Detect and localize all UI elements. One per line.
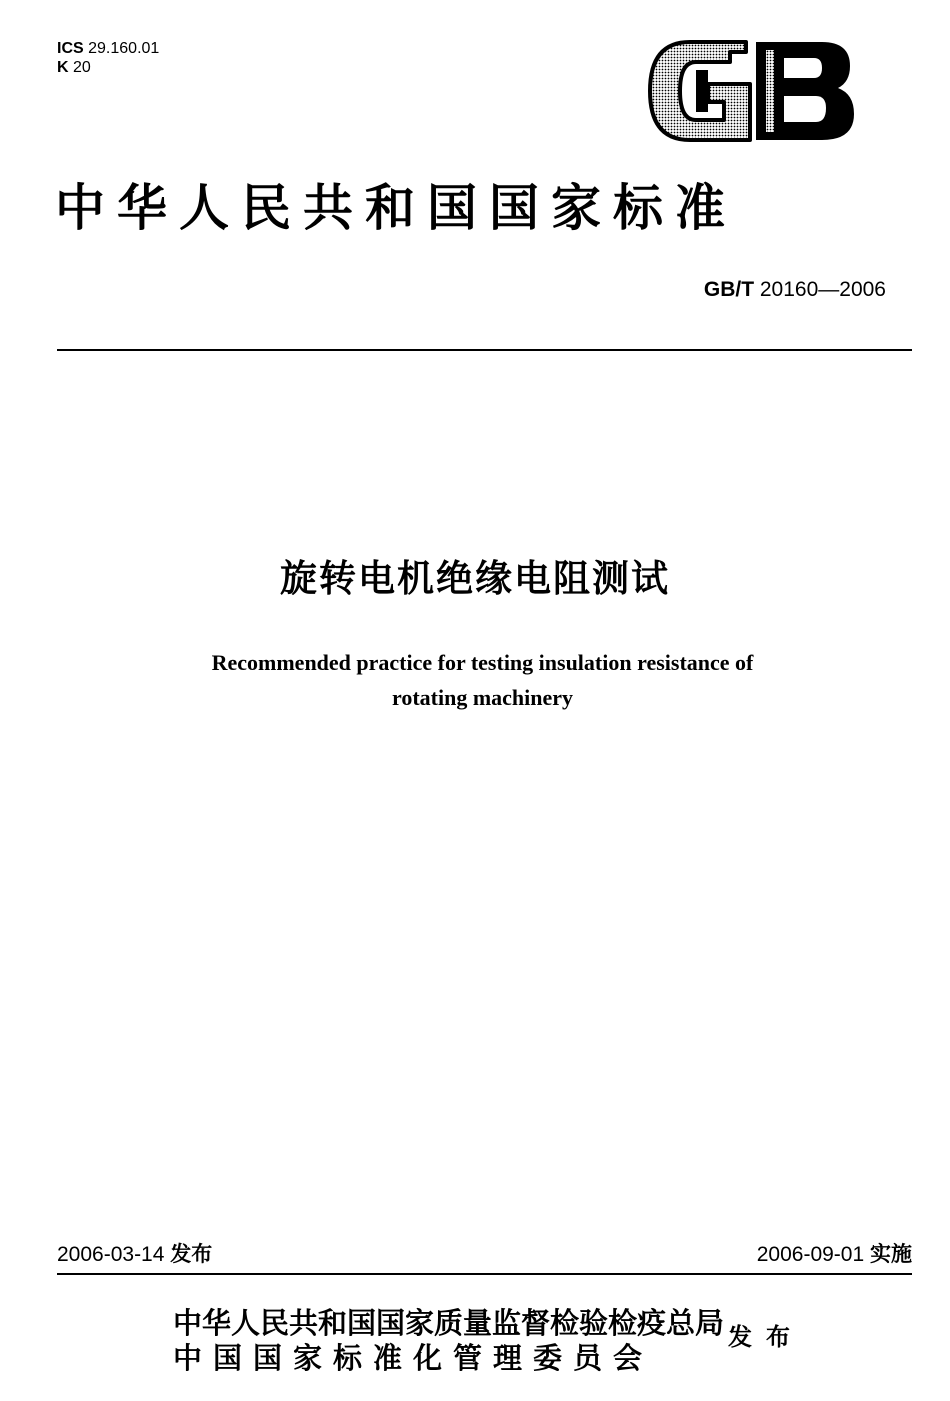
english-title	[150, 645, 815, 715]
issue-date-value: 2006-03-14	[57, 1243, 165, 1266]
implementation-date-value: 2006-09-01	[756, 1243, 865, 1266]
ics-label: ICS	[57, 40, 84, 57]
classification-codes	[57, 39, 159, 77]
bottom-divider	[57, 1273, 912, 1275]
ccs-label: K	[57, 59, 69, 76]
issue-date	[57, 1240, 212, 1269]
publish-label: 发布	[728, 1322, 804, 1351]
standard-prefix: GB/T	[703, 278, 755, 301]
standard-number	[704, 277, 886, 303]
english-title-line-1: Recommended practice for testing insulation resistance of	[211, 650, 754, 675]
issue-label: 发布	[170, 1242, 213, 1266]
ics-line	[57, 39, 159, 58]
implementation-date	[757, 1240, 912, 1269]
ccs-line	[57, 58, 159, 77]
gb-logo-icon	[646, 38, 858, 144]
national-standard-title: 中华人民共和国国家标准	[55, 178, 737, 237]
publisher-line-1: 中华人民共和国国家质量监督检验检疫总局	[173, 1306, 725, 1340]
ics-code: 29.160.01	[88, 40, 160, 57]
standard-code: 20160—2006	[759, 278, 886, 301]
implementation-label: 实施	[870, 1242, 912, 1266]
publisher-line-2: 中国国家标准化管理委员会	[173, 1341, 654, 1375]
chinese-title: 旋转电机绝缘电阻测试	[280, 557, 670, 600]
ccs-code: 20	[73, 59, 91, 76]
english-title-line-2: rotating machinery	[391, 685, 574, 710]
top-divider	[57, 349, 912, 351]
